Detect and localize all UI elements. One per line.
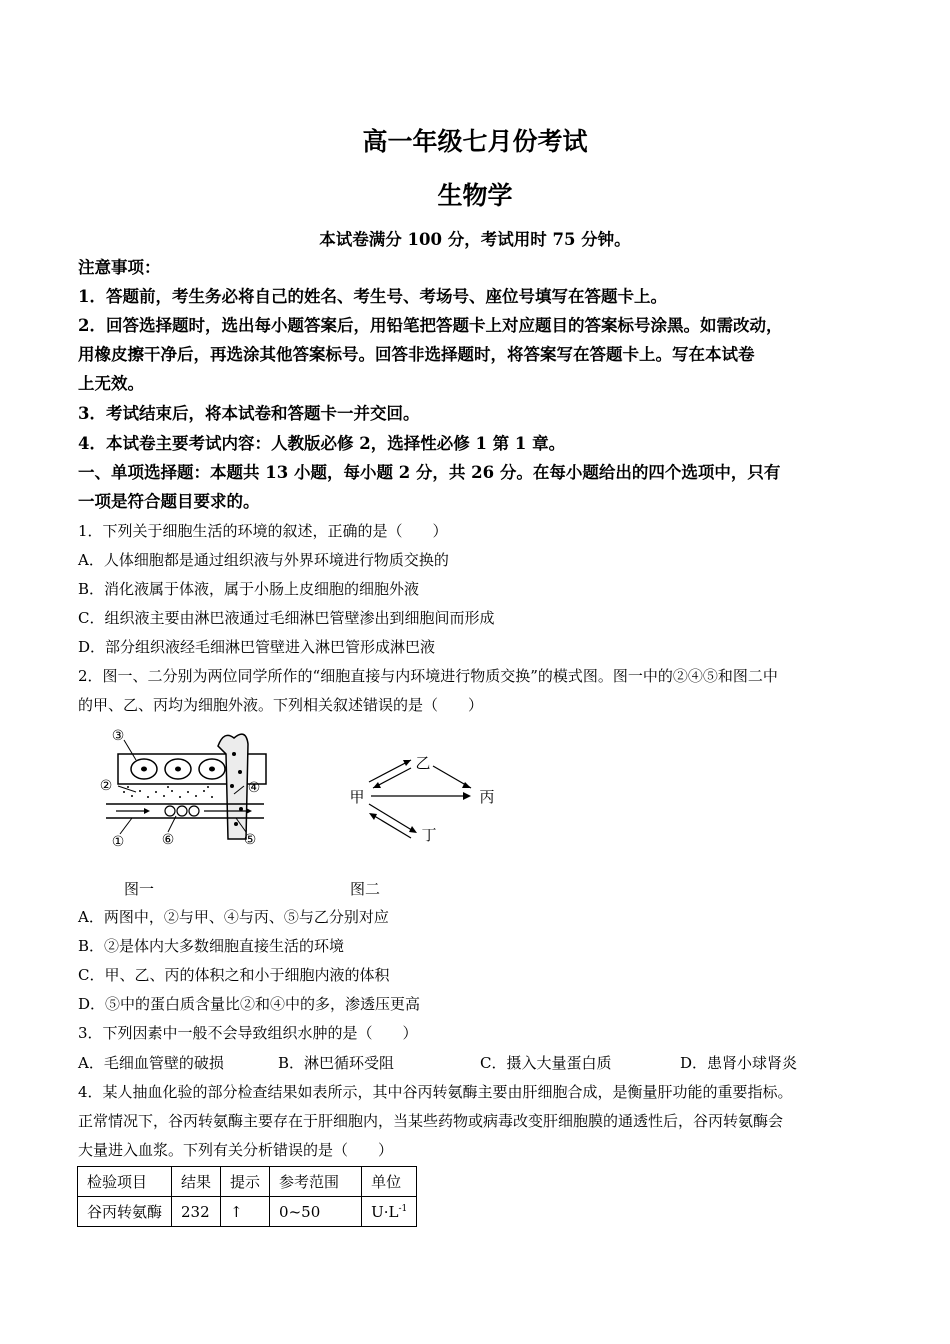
fig2-label-bing: 丙 bbox=[479, 788, 495, 806]
q1-stem: 1．下列关于细胞生活的环境的叙述，正确的是（ ） bbox=[78, 522, 448, 540]
fig1-label-2: ② bbox=[99, 778, 113, 794]
q2-option-b: B．②是体内大多数细胞直接生活的环境 bbox=[78, 937, 345, 955]
table-header-cell: 提示 bbox=[221, 1167, 270, 1197]
table-cell: 232 bbox=[172, 1197, 221, 1227]
table-header-row bbox=[78, 1167, 417, 1197]
fig1-label-4: ④ bbox=[247, 780, 261, 796]
notice-item-1: 1．答题前，考生务必将自己的姓名、考生号、考场号、座位号填写在答题卡上。 bbox=[78, 287, 667, 306]
q4-stem-line-1: 4．某人抽血化验的部分检查结果如表所示，其中谷丙转氨酶主要由肝细胞合成，是衡量肝功能的重要指标。 bbox=[78, 1083, 793, 1101]
table-header-cell: 单位 bbox=[362, 1167, 417, 1197]
notice-heading: 注意事项： bbox=[78, 258, 161, 277]
q3-option-c: C．摄入大量蛋白质 bbox=[480, 1054, 612, 1072]
fig1-label-5: ⑤ bbox=[243, 832, 257, 848]
figure-1-diagram bbox=[96, 724, 271, 854]
notice-item-4: 4．本试卷主要考试内容：人教版必修 2，选择性必修 1 第 1 章。 bbox=[78, 434, 566, 453]
figure-2-caption: 图二 bbox=[350, 880, 381, 898]
q2-option-a: A．两图中，②与甲、④与丙、⑤与乙分别对应 bbox=[78, 908, 389, 926]
table-cell: 谷丙转氨酶 bbox=[78, 1197, 172, 1227]
figure-2-diagram bbox=[345, 748, 505, 848]
fig1-label-6: ⑥ bbox=[161, 832, 175, 848]
subject-title: 生物学 bbox=[437, 181, 513, 210]
section-1-heading-line-2: 一项是符合题目要求的。 bbox=[78, 492, 260, 511]
unit-base: U·L bbox=[371, 1202, 399, 1221]
q3-stem: 3．下列因素中一般不会导致组织水肿的是（ ） bbox=[78, 1024, 418, 1042]
table-row bbox=[78, 1197, 417, 1227]
q2-stem-line-2: 的甲、乙、丙均为细胞外液。下列相关叙述错误的是（ ） bbox=[78, 696, 484, 714]
q1-option-b: B．消化液属于体液，属于小肠上皮细胞的细胞外液 bbox=[78, 580, 420, 598]
q2-option-d: D．⑤中的蛋白质含量比②和④中的多，渗透压更高 bbox=[78, 995, 421, 1013]
fig2-label-yi: 乙 bbox=[415, 754, 431, 772]
q1-option-c: C．组织液主要由淋巴液通过毛细淋巴管壁渗出到细胞间而形成 bbox=[78, 609, 495, 627]
q3-option-d: D．患肾小球肾炎 bbox=[680, 1054, 798, 1072]
q4-stem-line-2: 正常情况下，谷丙转氨酶主要存在于肝细胞内，当某些药物或病毒改变肝细胞膜的通透性后，谷丙转氨酶会 bbox=[78, 1112, 784, 1130]
section-1-heading-line-1: 一、单项选择题：本题共 13 小题，每小题 2 分，共 26 分。在每小题给出的四个选项中，只有 bbox=[78, 463, 781, 482]
unit-exponent: -1 bbox=[398, 1203, 408, 1214]
q3-option-a: A．毛细血管壁的破损 bbox=[78, 1054, 224, 1072]
fig1-label-1: ① bbox=[111, 834, 125, 850]
q2-option-c: C．甲、乙、丙的体积之和小于细胞内液的体积 bbox=[78, 966, 390, 984]
figure-1-caption: 图一 bbox=[124, 880, 155, 898]
q2-stem-line-1: 2．图一、二分别为两位同学所作的“细胞直接与内环境进行物质交换”的模式图。图一中的②④⑤和图二中 bbox=[78, 667, 778, 685]
fig1-label-3: ③ bbox=[111, 728, 125, 744]
notice-item-2-line-3: 上无效。 bbox=[78, 374, 144, 393]
table-cell: ↑ bbox=[221, 1197, 270, 1227]
table-header-cell: 参考范围 bbox=[270, 1167, 362, 1197]
exam-note: 本试卷满分 100 分，考试用时 75 分钟。 bbox=[319, 230, 631, 249]
fig2-label-jia: 甲 bbox=[349, 788, 365, 806]
table-cell-unit bbox=[362, 1197, 417, 1227]
q3-option-b: B．淋巴循环受阻 bbox=[278, 1054, 395, 1072]
table-cell: 0~50 bbox=[270, 1197, 362, 1227]
exam-title: 高一年级七月份考试 bbox=[362, 127, 588, 156]
lab-results-table bbox=[77, 1166, 417, 1227]
q1-option-a: A．人体细胞都是通过组织液与外界环境进行物质交换的 bbox=[78, 551, 449, 569]
table-header-cell: 检验项目 bbox=[78, 1167, 172, 1197]
notice-item-2-line-2: 用橡皮擦干净后，再选涂其他答案标号。回答非选择题时，将答案写在答题卡上。写在本试卷 bbox=[78, 345, 755, 364]
fig2-label-ding: 丁 bbox=[421, 826, 437, 844]
table-header-cell: 结果 bbox=[172, 1167, 221, 1197]
notice-item-2-line-1: 2．回答选择题时，选出每小题答案后，用铅笔把答题卡上对应题目的答案标号涂黑。如需改动， bbox=[78, 316, 783, 335]
q4-stem-line-3: 大量进入血浆。下列有关分析错误的是（ ） bbox=[78, 1141, 394, 1159]
notice-item-3: 3．考试结束后，将本试卷和答题卡一并交回。 bbox=[78, 404, 420, 423]
q1-option-d: D．部分组织液经毛细淋巴管壁进入淋巴管形成淋巴液 bbox=[78, 638, 436, 656]
